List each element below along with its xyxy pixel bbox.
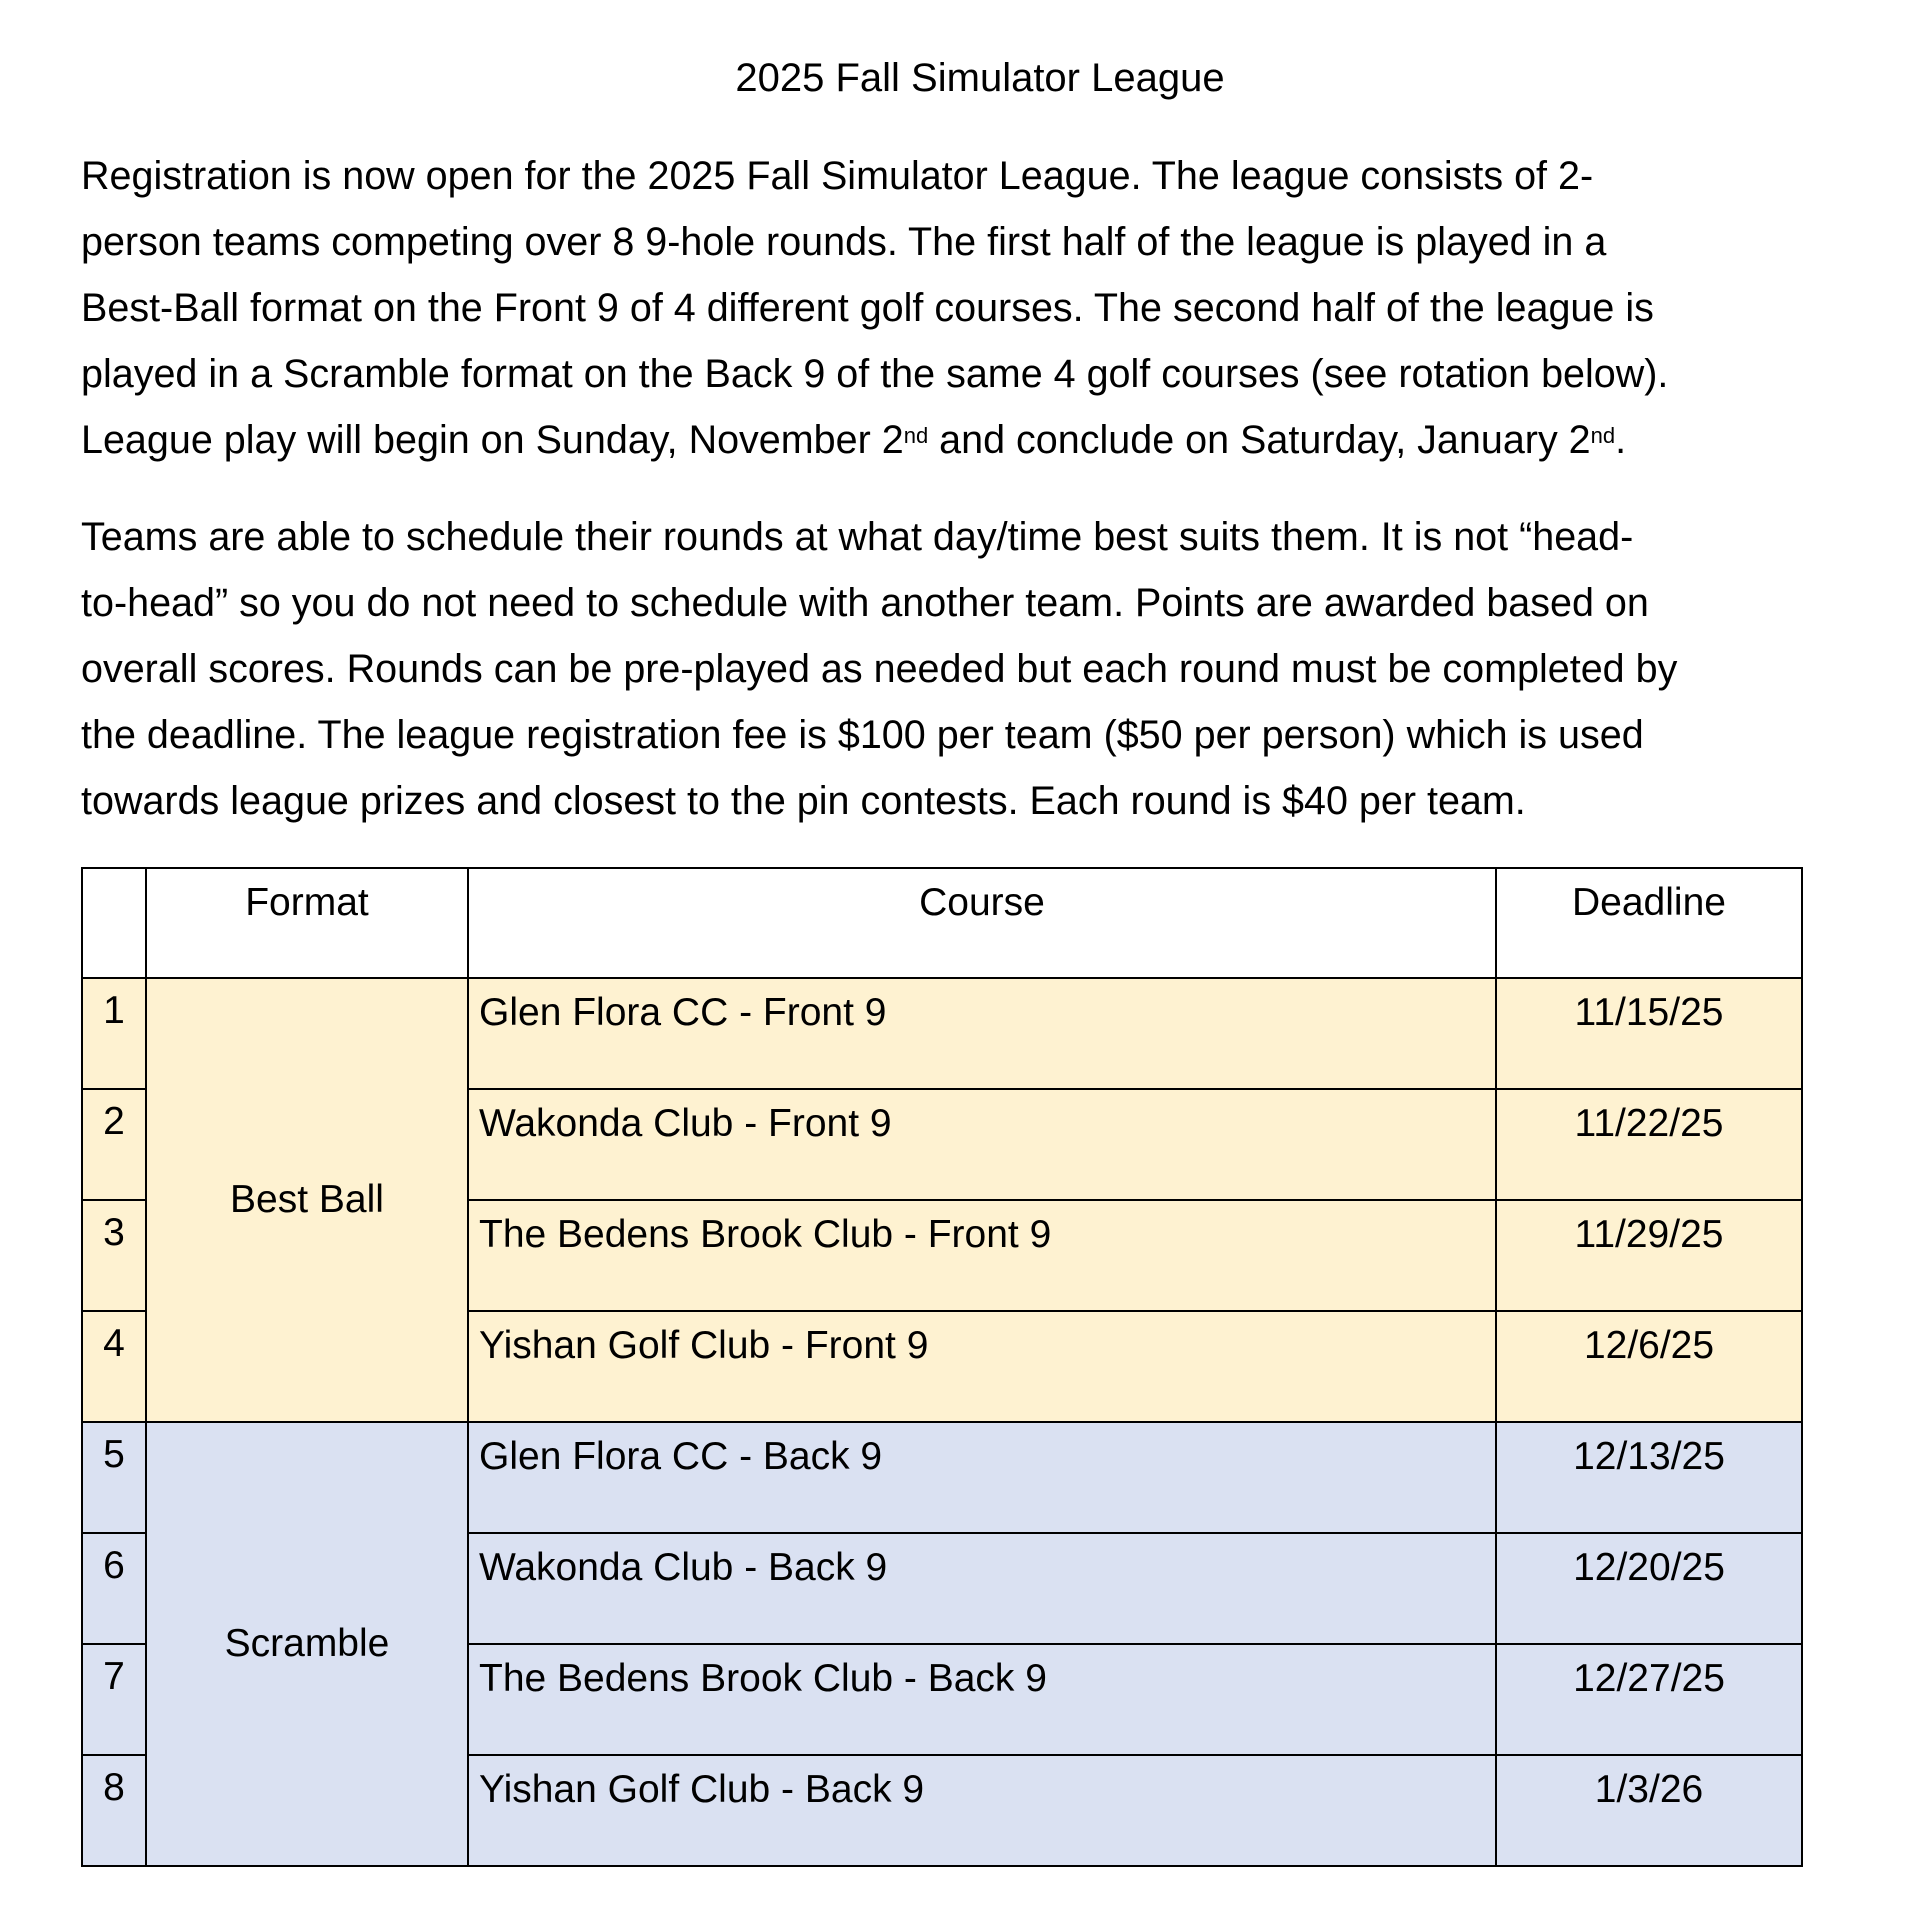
course-cell: Yishan Golf Club - Front 9 [468, 1311, 1496, 1422]
round-number: 2 [82, 1089, 146, 1200]
round-number: 8 [82, 1755, 146, 1866]
paragraph-line: to-head” so you do not need to schedule with another team. Points are awarded based on [81, 581, 1649, 625]
deadline-cell: 11/15/25 [1496, 978, 1802, 1089]
text-run: . [1615, 418, 1627, 462]
deadline-header: Deadline [1496, 868, 1802, 978]
paragraph-line: Best-Ball format on the Front 9 of 4 different golf courses. The second half of the league is [81, 286, 1654, 330]
deadline-cell: 12/13/25 [1496, 1422, 1802, 1533]
deadline-cell: 11/22/25 [1496, 1089, 1802, 1200]
paragraph-line: Registration is now open for the 2025 Fall Simulator League. The league consists of 2- [81, 154, 1594, 198]
round-number-header [82, 868, 146, 978]
table-row [82, 978, 1802, 1089]
format-cell-best-ball: Best Ball [146, 978, 468, 1422]
paragraph-line: towards league prizes and closest to the pin contests. Each round is $40 per team. [81, 779, 1526, 823]
round-number: 4 [82, 1311, 146, 1422]
rotation-table [81, 867, 1803, 1867]
round-number: 3 [82, 1200, 146, 1311]
scheduling-paragraph [81, 504, 1901, 834]
round-number: 5 [82, 1422, 146, 1533]
deadline-cell: 12/6/25 [1496, 1311, 1802, 1422]
deadline-cell: 12/27/25 [1496, 1644, 1802, 1755]
format-cell-scramble: Scramble [146, 1422, 468, 1866]
course-cell: Wakonda Club - Front 9 [468, 1089, 1496, 1200]
ordinal-suffix: nd [903, 423, 929, 448]
paragraph-line: person teams competing over 8 9-hole rounds. The first half of the league is played in a [81, 220, 1607, 264]
course-header: Course [468, 868, 1496, 978]
paragraph-line: overall scores. Rounds can be pre-played as needed but each round must be completed by [81, 647, 1678, 691]
table-header-row [82, 868, 1802, 978]
paragraph-line: the deadline. The league registration fee is $100 per team ($50 per person) which is used [81, 713, 1644, 757]
round-number: 6 [82, 1533, 146, 1644]
table-row [82, 1422, 1802, 1533]
course-cell: Yishan Golf Club - Back 9 [468, 1755, 1496, 1866]
course-cell: The Bedens Brook Club - Back 9 [468, 1644, 1496, 1755]
paragraph-line [81, 407, 1901, 473]
deadline-cell: 11/29/25 [1496, 1200, 1802, 1311]
course-cell: The Bedens Brook Club - Front 9 [468, 1200, 1496, 1311]
ordinal-suffix: nd [1590, 423, 1616, 448]
text-run: and conclude on Saturday, January 2 [928, 418, 1591, 462]
course-cell: Wakonda Club - Back 9 [468, 1533, 1496, 1644]
paragraph-line: played in a Scramble format on the Back 9 of the same 4 golf courses (see rotation below). [81, 352, 1669, 396]
course-cell: Glen Flora CC - Front 9 [468, 978, 1496, 1089]
round-number: 7 [82, 1644, 146, 1755]
course-cell: Glen Flora CC - Back 9 [468, 1422, 1496, 1533]
page-title: 2025 Fall Simulator League [735, 56, 1225, 100]
format-header: Format [146, 868, 468, 978]
deadline-cell: 12/20/25 [1496, 1533, 1802, 1644]
registration-paragraph [81, 143, 1901, 473]
text-run: League play will begin on Sunday, November 2 [81, 418, 904, 462]
round-number: 1 [82, 978, 146, 1089]
paragraph-line: Teams are able to schedule their rounds at what day/time best suits them. It is not “head- [81, 515, 1634, 559]
deadline-cell: 1/3/26 [1496, 1755, 1802, 1866]
